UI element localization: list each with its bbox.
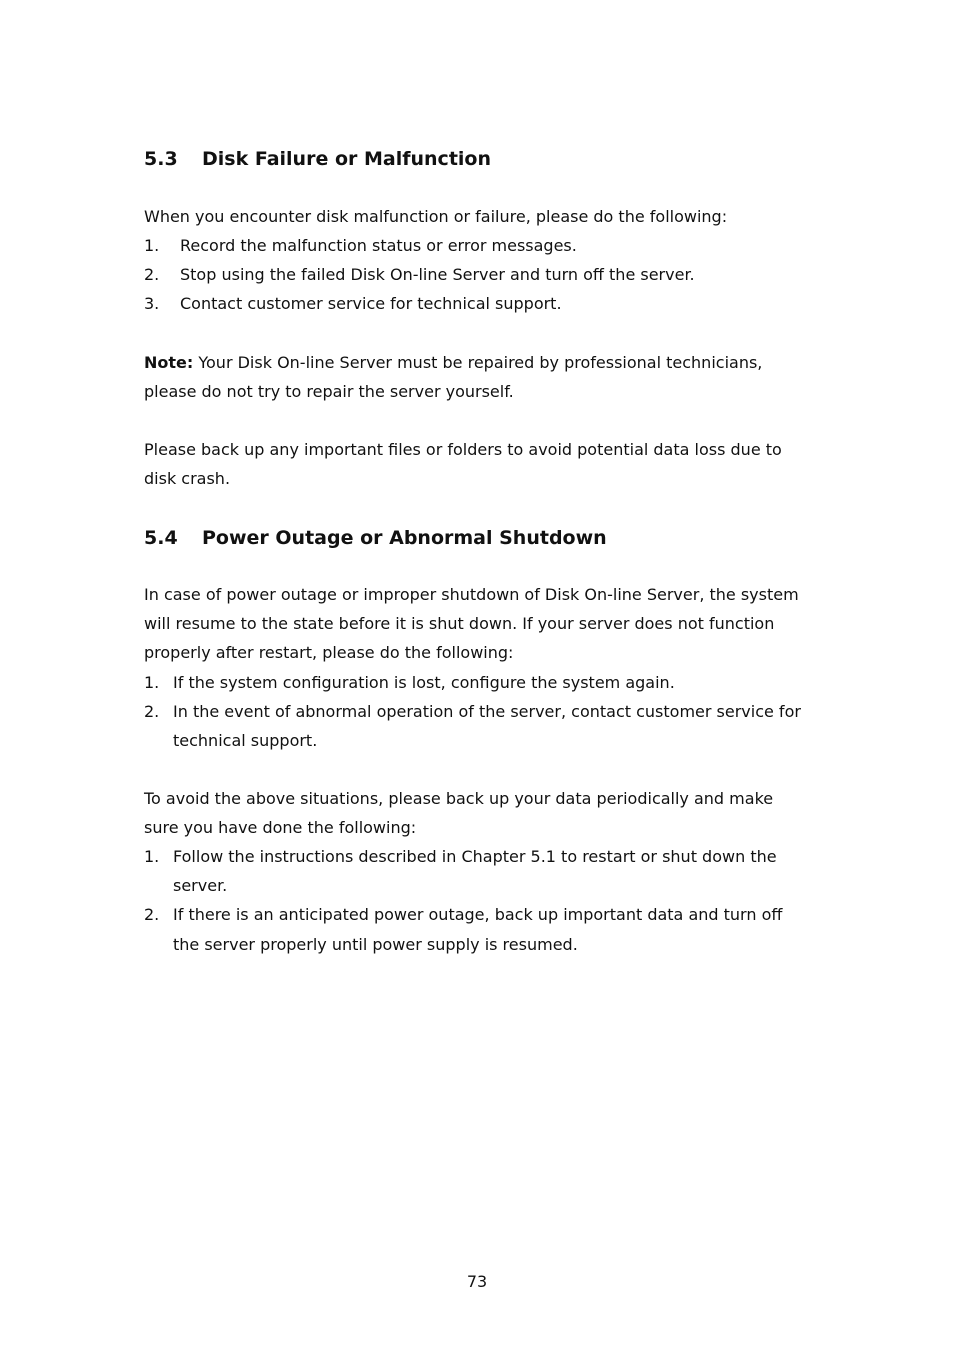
list-marker: 1. — [144, 673, 160, 692]
section-title: Disk Failure or Malfunction — [202, 148, 491, 170]
list-item — [144, 900, 794, 958]
prevention-steps-list — [144, 842, 794, 959]
recovery-steps-list — [144, 668, 812, 756]
section-title: Power Outage or Abnormal Shutdown — [202, 527, 607, 549]
list-item — [144, 668, 812, 697]
list-item-text: If the system configuration is lost, configure the system again. — [173, 673, 675, 692]
section-number: 5.4 — [144, 527, 178, 549]
section-intro: In case of power outage or improper shutdown of Disk On-line Server, the system will resume to the state before it is shut down. If your server does not function properly after restart, please do the following: — [144, 585, 799, 663]
list-item-text: Record the malfunction status or error messages. — [180, 236, 577, 255]
list-marker: 2. — [144, 702, 160, 722]
note-paragraph — [144, 348, 784, 406]
list-marker: 1. — [144, 236, 160, 255]
list-item — [144, 289, 812, 318]
backup-paragraph: Please back up any important files or folders to avoid potential data loss due to disk crash. — [144, 440, 782, 489]
section-heading-5-3 — [144, 147, 491, 171]
list-item-text: Stop using the failed Disk On-line Server and turn off the server. — [180, 265, 695, 285]
failure-steps-list — [144, 231, 812, 319]
list-marker: 2. — [144, 905, 160, 925]
avoid-intro: To avoid the above situations, please back up your data periodically and make sure you have done the following: — [144, 789, 774, 838]
page-number: 73 — [466, 1272, 488, 1291]
list-item-text: If there is an anticipated power outage, back up important data and turn off the server properly until power supply is resumed. — [173, 905, 783, 954]
list-item — [144, 231, 812, 260]
section-heading-5-4 — [144, 526, 607, 550]
list-item-text: In the event of abnormal operation of the server, contact customer service for technical support. — [173, 702, 801, 751]
list-item — [144, 260, 812, 289]
note-label: Note: — [144, 353, 194, 372]
section-intro: When you encounter disk malfunction or failure, please do the following: — [144, 207, 728, 226]
list-marker: 3. — [144, 294, 160, 314]
list-marker: 1. — [144, 847, 160, 866]
list-item — [144, 842, 794, 900]
list-marker: 2. — [144, 265, 160, 285]
list-item-text: Follow the instructions described in Chapter 5.1 to restart or shut down the server. — [173, 847, 777, 896]
section-number: 5.3 — [144, 148, 178, 170]
list-item — [144, 697, 812, 755]
list-item-text: Contact customer service for technical support. — [180, 294, 562, 314]
note-text: Your Disk On-line Server must be repaired by professional technicians, please do not try to repair the server yourself. — [144, 353, 763, 402]
